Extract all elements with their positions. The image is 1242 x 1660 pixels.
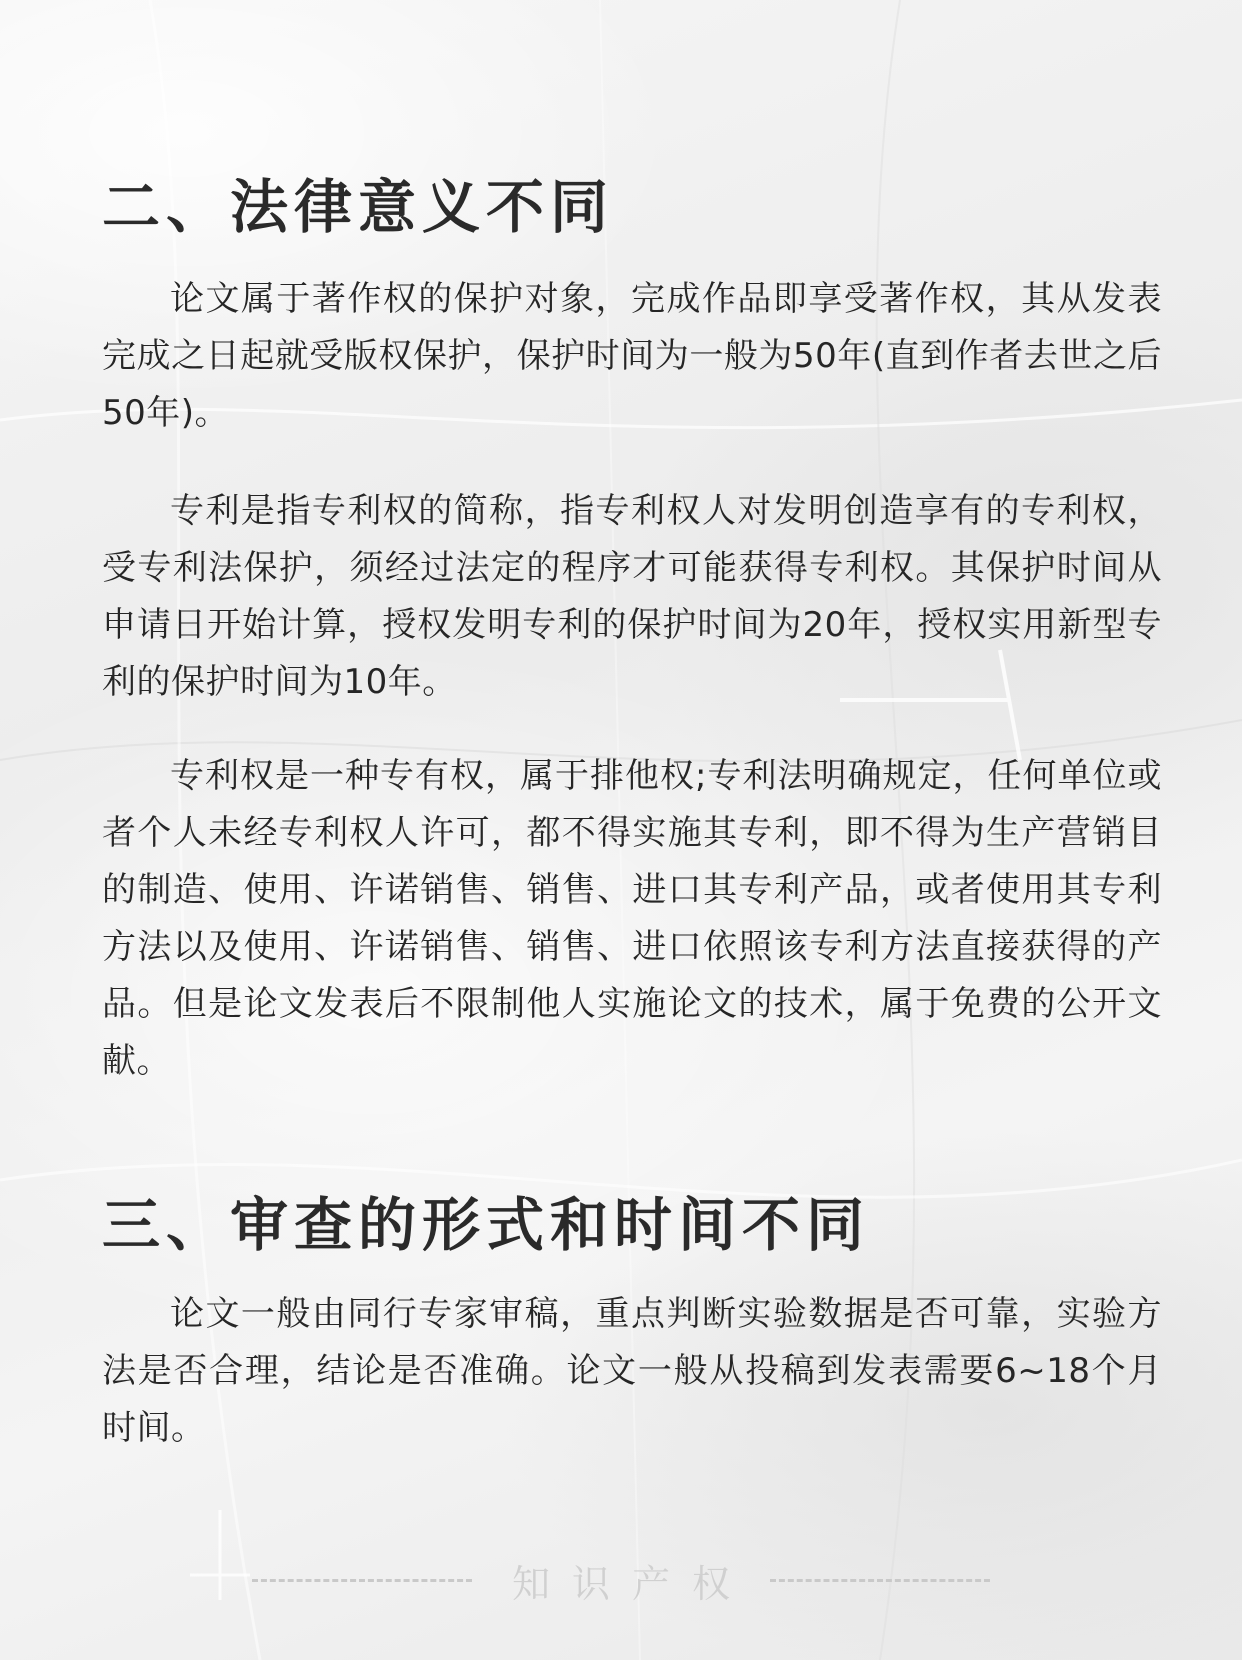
paragraph: 专利权是一种专有权，属于排他权;专利法明确规定，任何单位或者个人未经专利权人许可，都不得实施其专利，即不得为生产营销目的制造、使用、许诺销售、销售、进口其专利产品，或者使用其专利方法以及使用、许诺销售、销售、进口依照该专利方法直接获得的产品。但是论文发表后不限制他人实施论文的技术，属于免费的公开文献。 xyxy=(102,756,1162,1081)
section-heading: 二、法律意义不同 xyxy=(102,173,615,241)
paragraph: 专利是指专利权的简称，指专利权人对发明创造享有的专利权，受专利法保护，须经过法定的程序才可能获得专利权。其保护时间从申请日开始计算，授权发明专利的保护时间为20年，授权实用新型专利的保护时间为10年。 xyxy=(102,491,1162,702)
footer-label: 知识产权 xyxy=(511,1561,752,1606)
footer-divider-left xyxy=(252,1579,472,1582)
footer xyxy=(0,1550,1242,1610)
section-heading: 三、审查的形式和时间不同 xyxy=(102,1191,871,1259)
footer-divider-right xyxy=(770,1579,990,1582)
paragraph: 论文一般由同行专家审稿，重点判断实验数据是否可靠，实验方法是否合理，结论是否准确。论文一般从投稿到发表需要6~18个月时间。 xyxy=(102,1294,1162,1448)
paragraph: 论文属于著作权的保护对象，完成作品即享受著作权，其从发表完成之日起就受版权保护，保护时间为一般为50年(直到作者去世之后50年)。 xyxy=(102,279,1162,433)
